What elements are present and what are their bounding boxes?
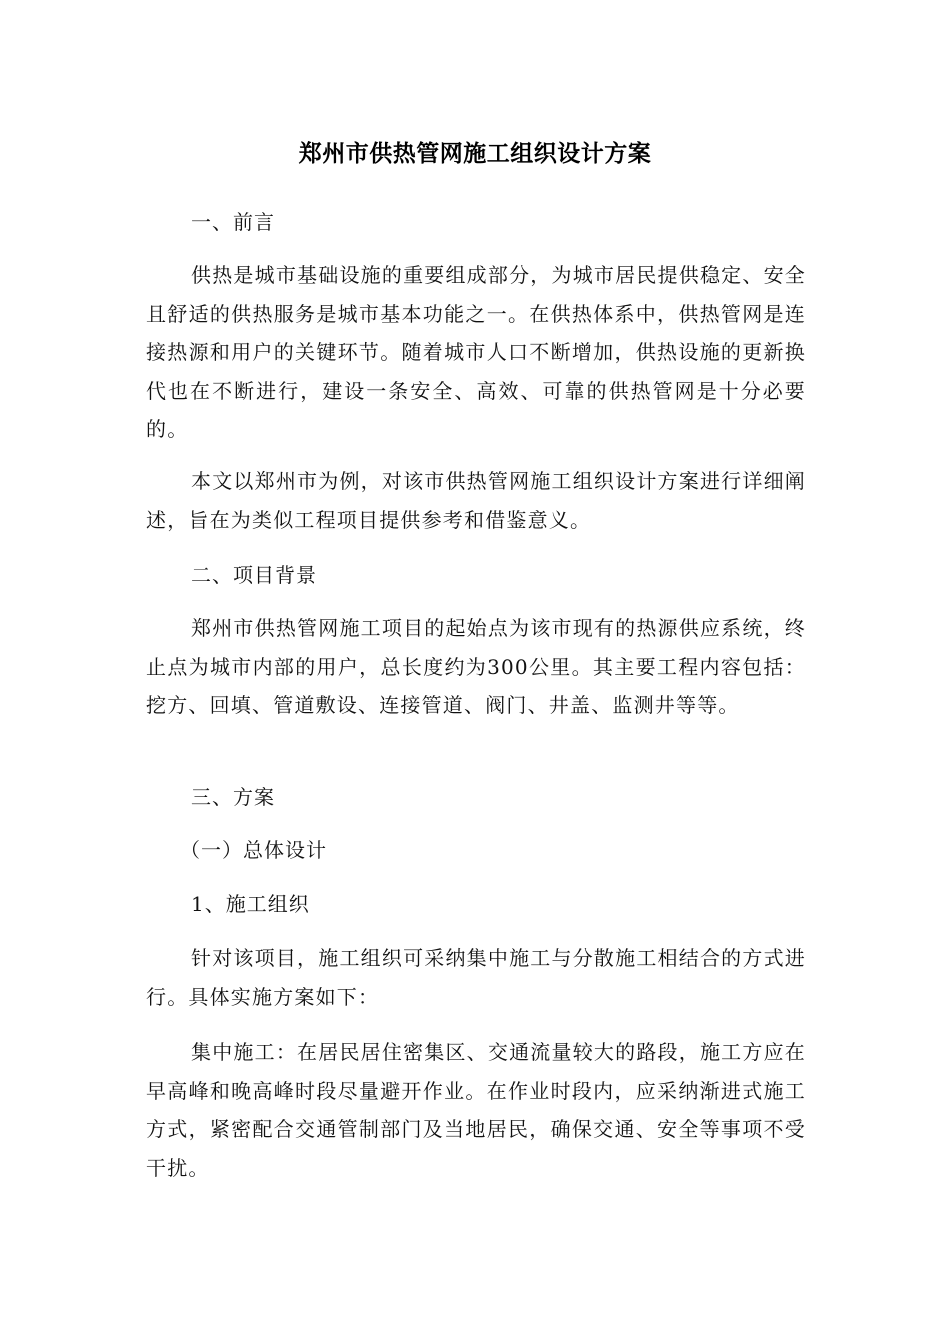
paragraph-background-1: 郑州市供热管网施工项目的起始点为该市现有的热源供应系统，终止点为城市内部的用户，总长度约为300公里。其主要工程内容包括：挖方、回填、管道敷设、连接管道、阀门、井盖、监测井等等。 bbox=[146, 616, 806, 717]
subsection-heading-organization: 1、施工组织 bbox=[191, 892, 310, 916]
document-title: 郑州市供热管网施工组织设计方案 bbox=[298, 141, 652, 167]
paragraph-preface-2: 本文以郑州市为例，对该市供热管网施工组织设计方案进行详细阐述，旨在为类似工程项目提供参考和借鉴意义。 bbox=[146, 469, 806, 532]
section-heading-background: 二、项目背景 bbox=[191, 563, 317, 587]
section-heading-plan: 三、方案 bbox=[191, 785, 275, 809]
paragraph-organization-1: 针对该项目，施工组织可采纳集中施工与分散施工相结合的方式进行。具体实施方案如下： bbox=[146, 946, 806, 1009]
paragraph-preface-1: 供热是城市基础设施的重要组成部分，为城市居民提供稳定、安全且舒适的供热服务是城市基本功能之一。在供热体系中，供热管网是连接热源和用户的关键环节。随着城市人口不断增加，供热设施的更新换代也在不断进行，建设一条安全、高效、可靠的供热管网是十分必要的。 bbox=[146, 263, 806, 441]
subsection-heading-overall: （一）总体设计 bbox=[180, 838, 327, 862]
paragraph-organization-2: 集中施工：在居民居住密集区、交通流量较大的路段，施工方应在早高峰和晚高峰时段尽量避开作业。在作业时段内，应采纳渐进式施工方式，紧密配合交通管制部门及当地居民，确保交通、安全等事项不受干扰。 bbox=[146, 1040, 806, 1180]
section-heading-preface: 一、前言 bbox=[191, 210, 275, 234]
